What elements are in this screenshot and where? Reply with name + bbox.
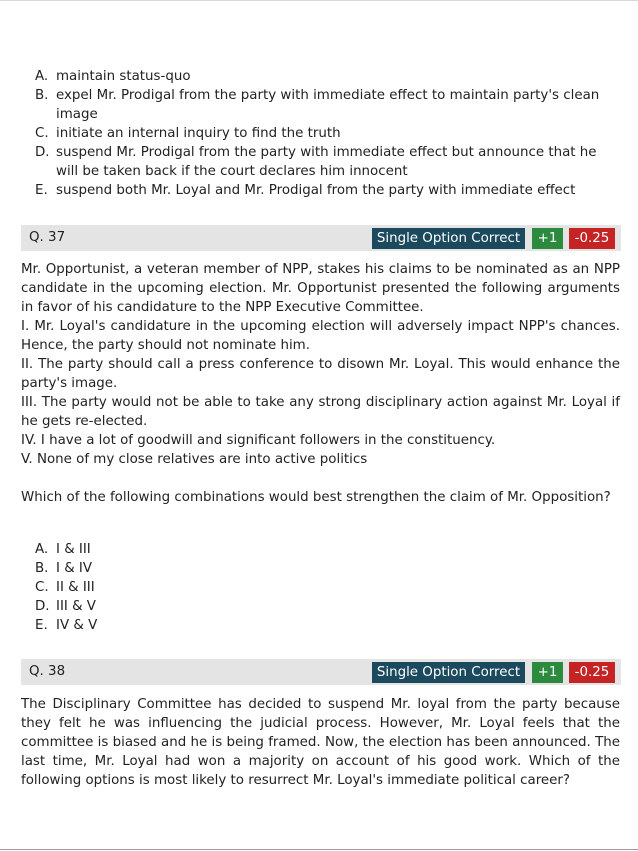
option-item[interactable] [21, 578, 621, 597]
option-text: expel Mr. Prodigal from the party with immediate effect to maintain party's clean image [56, 88, 600, 122]
option-item[interactable] [21, 597, 621, 616]
negative-marks-badge: -0.25 [569, 662, 615, 683]
option-letter: D. [35, 145, 50, 160]
option-letter: C. [35, 126, 49, 141]
question-number: Q. 38 [29, 664, 66, 679]
positive-marks-badge: +1 [532, 228, 563, 249]
option-text: II & III [56, 580, 95, 595]
option-letter: C. [35, 580, 49, 595]
option-letter: B. [35, 561, 49, 576]
statement-2: II. The party should call a press conference to disown Mr. Loyal. This would enhance the party's image. [21, 357, 620, 391]
question-38-text: The Disciplinary Committee has decided to suspend Mr. loyal from the party because they felt he was influencing the judicial process. However, Mr. Loyal feels that the committee is biased and he is being framed. Now, the election has been announced. The last time, Mr. Loyal had won a majority on account of his good work. Which of the following options is most likely to resurrect Mr. Loyal's immediate political career? [21, 697, 620, 788]
option-text: IV & V [56, 618, 98, 633]
option-letter: E. [35, 618, 48, 633]
question-header-37 [21, 225, 621, 251]
option-item[interactable] [21, 181, 621, 200]
question-type-badge: Single Option Correct [372, 662, 525, 683]
option-item[interactable] [21, 616, 621, 635]
bottom-rule [0, 849, 638, 850]
option-item[interactable] [21, 540, 621, 559]
option-text: I & IV [56, 561, 93, 576]
question-type-badge: Single Option Correct [372, 228, 525, 249]
prev-question-options [21, 67, 621, 200]
option-text: suspend both Mr. Loyal and Mr. Prodigal from the party with immediate effect [56, 183, 576, 198]
question-header-38 [21, 659, 621, 685]
option-text: III & V [56, 599, 96, 614]
statement-3: III. The party would not be able to take any strong disciplinary action against Mr. Loyal if he gets re-elected. [21, 395, 620, 429]
option-letter: A. [35, 542, 49, 557]
statement-4: IV. I have a lot of goodwill and significant followers in the constituency. [21, 433, 496, 448]
option-text: maintain status-quo [56, 69, 191, 84]
option-item[interactable] [21, 67, 621, 86]
option-letter: A. [35, 69, 49, 84]
option-letter: E. [35, 183, 48, 198]
question-37-intro: Mr. Opportunist, a veteran member of NPP, stakes his claims to be nominated as an NPP candidate in the upcoming election. Mr. Opportunist presented the following arguments in favor of his candidature to the NPP Executive Committee. [21, 262, 620, 315]
option-item[interactable] [21, 124, 621, 143]
option-item[interactable] [21, 143, 621, 181]
option-text: suspend Mr. Prodigal from the party with immediate effect but announce that he will be taken back if the court declares him innocent [56, 145, 597, 179]
statement-1: I. Mr. Loyal's candidature in the upcoming election will adversely impact NPP's chances. Hence, the party should not nominate him. [21, 319, 620, 353]
option-item[interactable] [21, 86, 621, 124]
option-text: initiate an internal inquiry to find the truth [56, 126, 341, 141]
option-letter: D. [35, 599, 50, 614]
question-37-prompt: Which of the following combinations would best strengthen the claim of Mr. Opposition? [21, 490, 611, 505]
option-item[interactable] [21, 559, 621, 578]
question-37-options [21, 540, 621, 635]
statement-5: V. None of my close relatives are into active politics [21, 452, 368, 467]
option-text: I & III [56, 542, 91, 557]
option-letter: B. [35, 88, 49, 103]
positive-marks-badge: +1 [532, 662, 563, 683]
question-number: Q. 37 [29, 230, 66, 245]
negative-marks-badge: -0.25 [569, 228, 615, 249]
top-rule [0, 0, 638, 1]
